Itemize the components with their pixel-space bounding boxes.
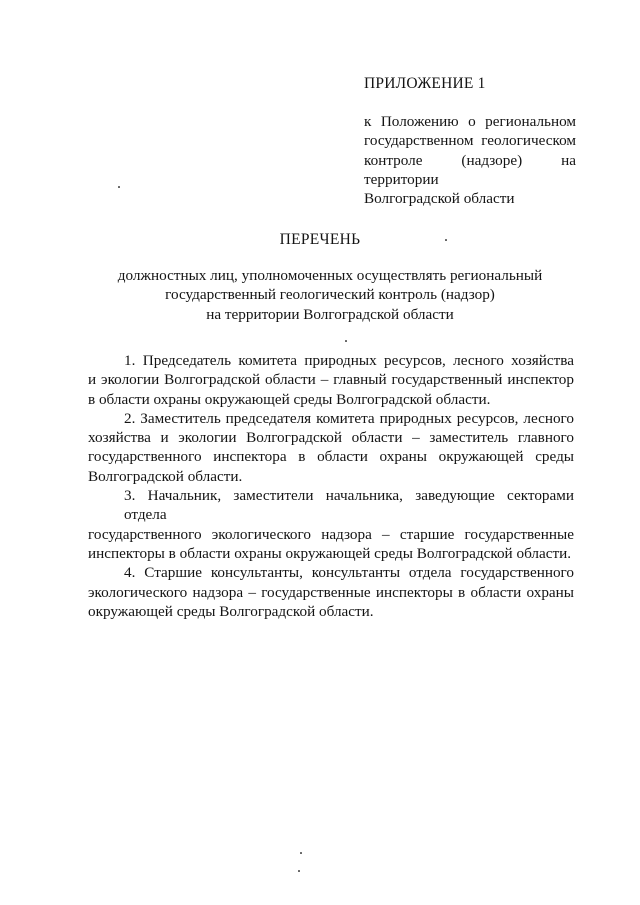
list-item-line: хозяйства и экологии Волгоградской области – заместитель главного (88, 429, 574, 447)
appendix-reference (364, 112, 576, 208)
subheading-line: на территории Волгоградской области (206, 305, 454, 323)
scan-speck (345, 340, 347, 342)
list-item-line: окружающей среды Волгоградской области. (88, 602, 374, 620)
list-item-line: и экологии Волгоградской области – главный государственный инспектор (88, 371, 574, 389)
scan-speck (445, 239, 447, 241)
document-subheading (100, 266, 560, 324)
list-item-2 (88, 409, 574, 486)
list-item-line: экологического надзора – государственные инспекторы в области охраны (88, 583, 574, 601)
scan-speck (118, 186, 120, 188)
list-item-line: в области охраны окружающей среды Волгоградской области. (88, 390, 491, 408)
list-item-line: 4. Старшие консультанты, консультанты отдела государственного (124, 564, 574, 582)
document-heading: ПЕРЕЧЕНЬ (279, 231, 361, 248)
scan-speck (300, 852, 302, 854)
list-item-line: инспекторы в области охраны окружающей среды Волгоградской области. (88, 544, 572, 562)
list-item-3 (88, 486, 574, 563)
appendix-ref-line: государственном геологическом (364, 132, 576, 150)
appendix-ref-line: к Положению о региональном (364, 113, 576, 130)
list-item-4 (88, 563, 574, 621)
list-item-line: государственного экологического надзора – старшие государственные (88, 525, 574, 543)
list-item-line: 1. Председатель комитета природных ресурсов, лесного хозяйства (124, 352, 574, 369)
list-item-1 (88, 351, 574, 409)
appendix-ref-line: контроле (надзоре) на территории (364, 151, 576, 188)
appendix-title: ПРИЛОЖЕНИЕ 1 (364, 75, 486, 92)
appendix-ref-line: Волгоградской области (364, 190, 515, 208)
list-item-line: 3. Начальник, заместители начальника, заведующие секторами отдела (124, 487, 574, 524)
list-item-line: государственного инспектора в области охраны окружающей среды (88, 448, 574, 466)
list-item-line: Волгоградской области. (88, 467, 243, 485)
subheading-line: государственный геологический контроль (надзор) (165, 286, 495, 304)
subheading-line: должностных лиц, уполномоченных осуществлять региональный (117, 267, 543, 284)
list-item-line: 2. Заместитель председателя комитета природных ресурсов, лесного (124, 409, 574, 427)
list-body (88, 351, 574, 621)
scan-speck (298, 870, 300, 872)
